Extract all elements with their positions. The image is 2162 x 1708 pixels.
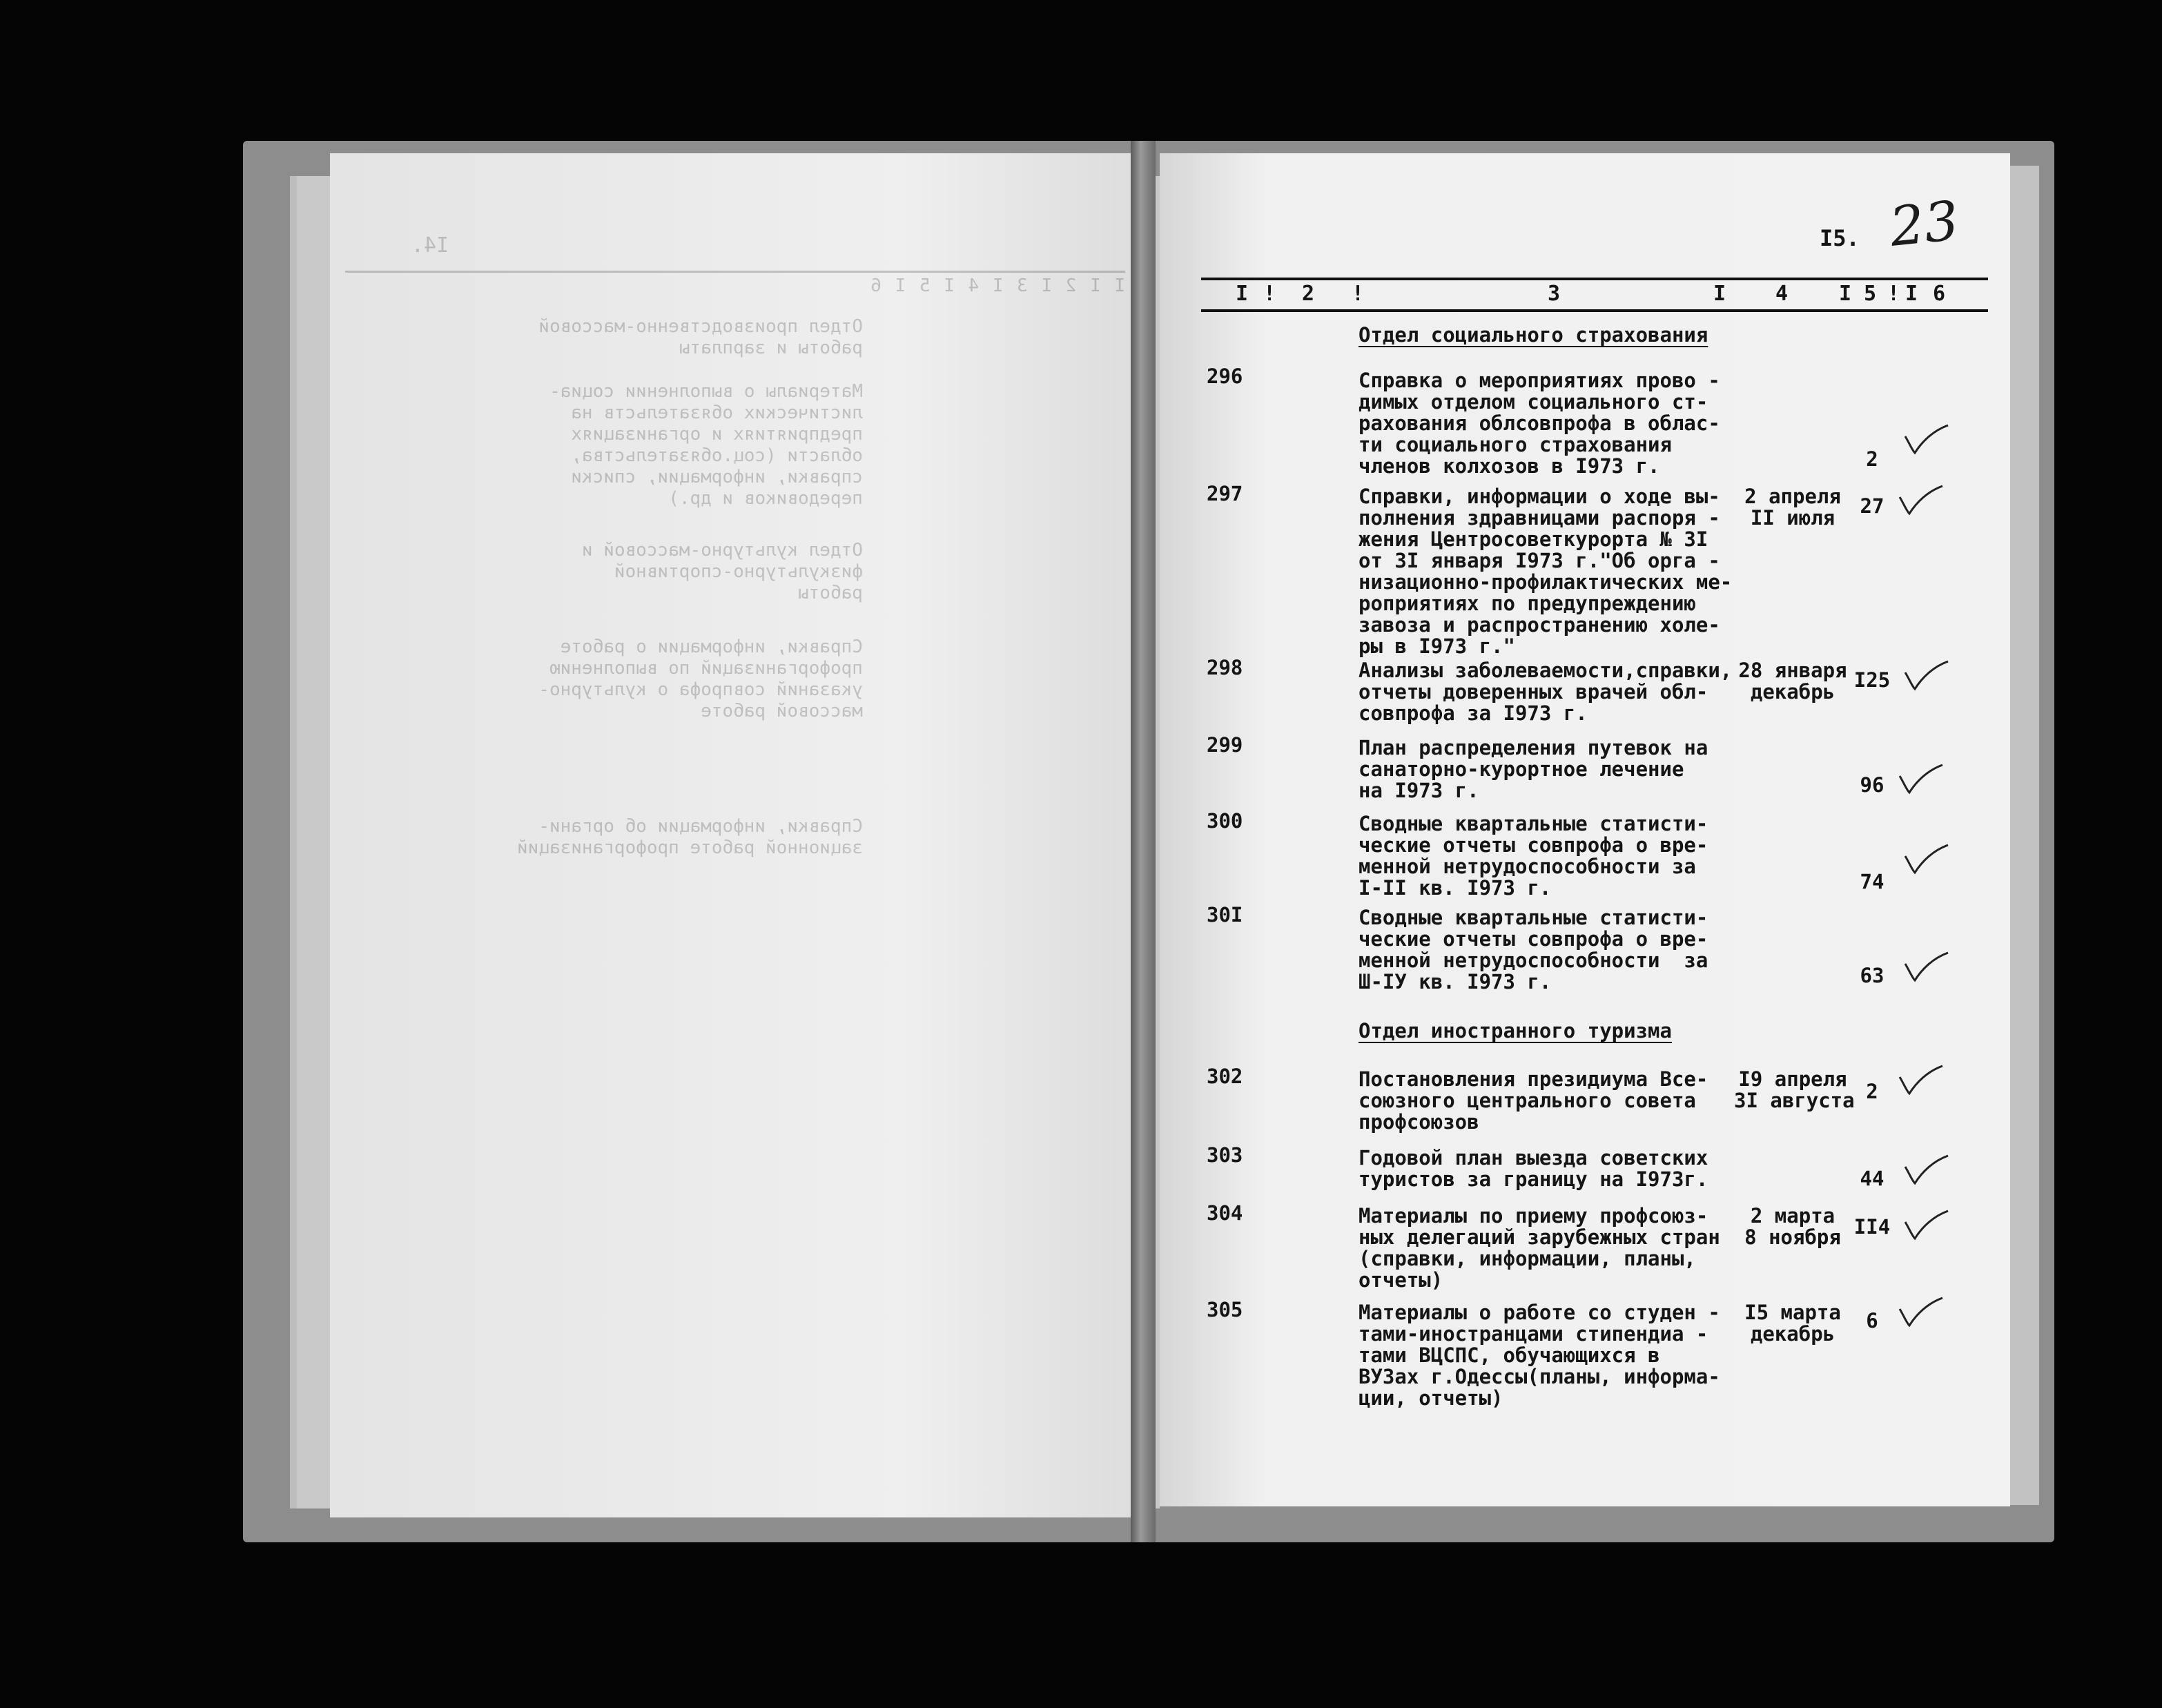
column-separator: !: [1263, 282, 1276, 306]
row-sheet-count: I25: [1853, 668, 1891, 692]
checkmark-icon: [1902, 1153, 1951, 1187]
checkmark-icon: [1902, 842, 1951, 877]
row-dates: I5 марта декабрь: [1744, 1301, 1841, 1346]
row-sheet-count: 63: [1860, 964, 1885, 987]
column-header: 4: [1775, 282, 1789, 306]
column-header: I: [1236, 282, 1249, 306]
row-sheet-count: II4: [1853, 1215, 1891, 1239]
row-dates: 2 марта 8 ноября: [1744, 1204, 1841, 1249]
row-dates: 28 января декабрь: [1738, 659, 1847, 703]
row-description: Справка о мероприятиях прово - димых отделом социального ст- рахования облсовпрофа в облас- ти социального страхования членов колхозов в I973 г.: [1358, 369, 1720, 478]
row-sheet-count: 27: [1860, 494, 1885, 518]
row-number: 303: [1207, 1143, 1243, 1167]
row-number: 296: [1207, 365, 1243, 388]
page-number: I5.: [1820, 225, 1860, 251]
row-description: Анализы заболеваемости,справки, отчеты доверенных врачей обл- совпрофа за I973 г.: [1358, 659, 1733, 725]
row-description: Материалы о работе со студен - тами-иностранцами стипендиа - тами ВЦСПС, обучающихся в ВУЗах г.Одессы(планы, информа- ции, отчеты): [1358, 1301, 1720, 1410]
row-sheet-count: 6: [1866, 1309, 1878, 1332]
bleed-header: I I 2 I 3 I 4 I 5 I 6: [345, 271, 1125, 297]
bleed-block: Справки, информации об органи- зационной работе профорганизаций: [517, 816, 863, 858]
row-number: 30I: [1207, 903, 1243, 926]
row-description: Сводные квартальные статисти- ческие отчеты совпрофа о вре- менной нетрудоспособности за Ш-IУ кв. I973 г.: [1358, 906, 1708, 993]
row-number: 304: [1207, 1201, 1243, 1225]
checkmark-icon: [1897, 1295, 1945, 1330]
row-number: 298: [1207, 656, 1243, 679]
row-number: 299: [1207, 733, 1243, 757]
bleed-block: Отдел культурно-массовой и физкультурно-спортивной работы: [582, 540, 863, 603]
checkmark-icon: [1902, 950, 1951, 984]
row-sheet-count: 2: [1866, 447, 1878, 471]
header-rule-top: [1201, 278, 1988, 280]
checkmark-icon: [1902, 423, 1951, 457]
page-edge: [2010, 166, 2039, 1505]
row-dates: 2 апреля II июля: [1744, 485, 1841, 530]
column-separator: !: [1352, 282, 1365, 306]
column-separator: !: [1887, 282, 1900, 306]
bleed-block: Справки, информации о работе профорганизаций по выполнению указаний совпрофа о культурно- массовой работе: [538, 637, 863, 721]
row-description: План распределения путевок на санаторно-курортное лечение на I973 г.: [1358, 736, 1708, 802]
checkmark-icon: [1897, 762, 1945, 797]
section-title: Отдел социального страхования: [1358, 323, 1708, 347]
handwritten-sheet-number: 23: [1887, 190, 1962, 259]
bleed-page-number: I4.: [411, 233, 449, 258]
column-header: 3: [1548, 282, 1561, 306]
row-description: Годовой план выезда советских туристов за границу на I973г.: [1358, 1146, 1708, 1191]
column-separator: I: [1713, 282, 1726, 306]
header-rule-bottom: [1201, 309, 1988, 312]
row-sheet-count: 2: [1866, 1080, 1878, 1103]
column-header: 6: [1933, 282, 1946, 306]
section-title: Отдел иностранного туризма: [1358, 1019, 1672, 1042]
checkmark-icon: [1897, 1063, 1945, 1098]
row-description: Справки, информации о ходе вы- полнения здравницами распоря - жения Центросоветкурорта № 3I от 3I января I973 г."Об орга - низационно-профилактических ме- роприятиях по предупреждению завоза и распространению холе- ры в I973 г.": [1358, 485, 1733, 658]
row-number: 297: [1207, 482, 1243, 505]
column-header: 5: [1864, 282, 1877, 306]
row-number: 305: [1207, 1298, 1243, 1321]
bleed-block: Материалы о выполнении социа- листических обязательств на предприятиях и организациях области (соц.обязательства, справки, информации, списки передовиков и др.): [549, 381, 863, 509]
column-separator: I: [1839, 282, 1852, 306]
row-dates: I9 апреля 3I августа: [1734, 1067, 1855, 1112]
row-sheet-count: 44: [1860, 1167, 1885, 1190]
row-number: 300: [1207, 809, 1243, 833]
row-description: Материалы по приему профсоюз- ных делегаций зарубежных стран (справки, информации, планы, отчеты): [1358, 1204, 1720, 1292]
row-sheet-count: 96: [1860, 773, 1885, 797]
column-header: 2: [1302, 282, 1315, 306]
checkmark-icon: [1902, 659, 1951, 693]
row-number: 302: [1207, 1065, 1243, 1088]
checkmark-icon: [1897, 483, 1945, 518]
bleed-through-text: [330, 153, 1146, 1517]
column-separator: I: [1905, 282, 1918, 306]
row-sheet-count: 74: [1860, 870, 1885, 893]
checkmark-icon: [1902, 1208, 1951, 1243]
row-description: Постановления президиума Все- союзного центрального совета профсоюзов: [1358, 1067, 1708, 1134]
row-description: Сводные квартальные статисти- ческие отчеты совпрофа о вре- менной нетрудоспособности за I-II кв. I973 г.: [1358, 812, 1708, 900]
bleed-block: Отдел производственно-массовой работы и зарплаты: [538, 316, 863, 358]
